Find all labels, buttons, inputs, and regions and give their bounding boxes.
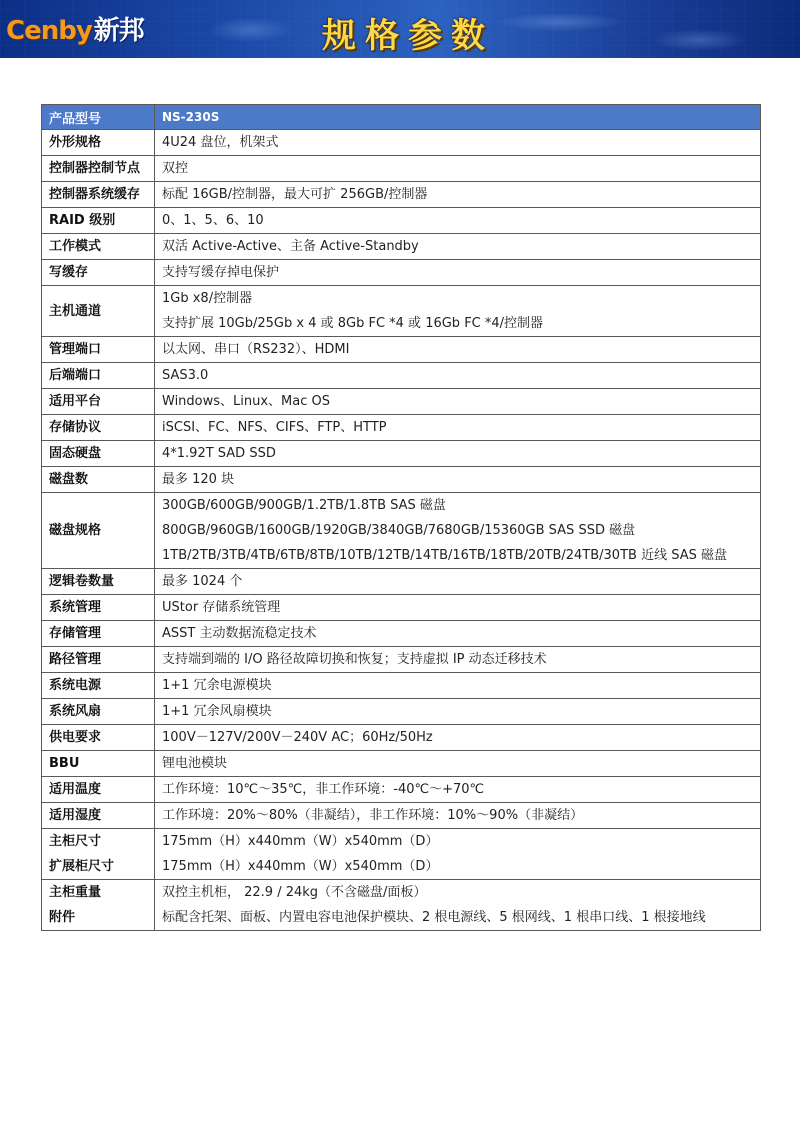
spec-row bbox=[42, 621, 761, 647]
spec-label-line: 存储协议 bbox=[49, 420, 102, 435]
spec-value bbox=[155, 803, 761, 829]
spec-row bbox=[42, 751, 761, 777]
spec-value bbox=[155, 337, 761, 363]
spec-value-line: 175mm（H）x440mm（W）x540mm（D） bbox=[162, 859, 439, 874]
spec-label-line: 适用湿度 bbox=[49, 808, 102, 823]
spec-value-line: 1TB/2TB/3TB/4TB/6TB/8TB/10TB/12TB/14TB/16TB/18TB/20TB/24TB/30TB 近线 SAS 磁盘 bbox=[162, 548, 727, 563]
spec-value-line: 双活 Active-Active、主备 Active-Standby bbox=[162, 239, 419, 254]
spec-label bbox=[42, 699, 155, 725]
spec-label-line: 磁盘数 bbox=[49, 472, 89, 487]
spec-label bbox=[42, 493, 155, 569]
brand-logo bbox=[6, 10, 144, 47]
spec-label bbox=[42, 829, 155, 880]
spec-label-line: 系统管理 bbox=[49, 600, 102, 615]
spec-label-line: 主柜重量 bbox=[49, 885, 102, 900]
page-title: 规格参数 bbox=[322, 16, 494, 56]
spec-label-line: 附件 bbox=[49, 910, 76, 925]
spec-row bbox=[42, 647, 761, 673]
spec-label bbox=[42, 182, 155, 208]
spec-table bbox=[41, 104, 761, 931]
spec-label bbox=[42, 286, 155, 337]
spec-label-line: 后端端口 bbox=[49, 368, 102, 383]
spec-value bbox=[155, 699, 761, 725]
spec-row bbox=[42, 234, 761, 260]
spec-value-line: 1+1 冗余电源模块 bbox=[162, 678, 272, 693]
spec-value bbox=[155, 363, 761, 389]
spec-value-line: UStor 存储系统管理 bbox=[162, 600, 281, 615]
spec-label bbox=[42, 415, 155, 441]
spec-row bbox=[42, 777, 761, 803]
spec-value-line: 支持写缓存掉电保护 bbox=[162, 265, 280, 280]
spec-label bbox=[42, 569, 155, 595]
spec-row bbox=[42, 441, 761, 467]
spec-row bbox=[42, 363, 761, 389]
spec-value-line: 支持端到端的 I/O 路径故障切换和恢复；支持虚拟 IP 动态迁移技术 bbox=[162, 652, 547, 667]
spec-row bbox=[42, 725, 761, 751]
spec-value-line: 1+1 冗余风扇模块 bbox=[162, 704, 272, 719]
spec-value bbox=[155, 725, 761, 751]
spec-row bbox=[42, 260, 761, 286]
spec-header-value: NS-230S bbox=[155, 105, 761, 130]
spec-label-line: 扩展柜尺寸 bbox=[49, 859, 115, 874]
spec-value-line: 双控 bbox=[162, 161, 189, 176]
spec-value bbox=[155, 286, 761, 337]
spec-label-line: 路径管理 bbox=[49, 652, 102, 667]
spec-value-line: 100V－127V/200V－240V AC；60Hz/50Hz bbox=[162, 730, 433, 745]
spec-label bbox=[42, 130, 155, 156]
spec-label-line: 控制器系统缓存 bbox=[49, 187, 141, 202]
spec-label-line: 工作模式 bbox=[49, 239, 102, 254]
spec-row bbox=[42, 415, 761, 441]
spec-value bbox=[155, 595, 761, 621]
spec-row bbox=[42, 493, 761, 569]
spec-value bbox=[155, 441, 761, 467]
brand-cn: 新邦 bbox=[93, 16, 144, 46]
spec-label-line: 外形规格 bbox=[49, 135, 102, 150]
spec-label-line: 系统电源 bbox=[49, 678, 102, 693]
spec-value bbox=[155, 777, 761, 803]
spec-value-line: 标配 16GB/控制器，最大可扩 256GB/控制器 bbox=[162, 187, 428, 202]
spec-value-line: ASST 主动数据流稳定技术 bbox=[162, 626, 317, 641]
spec-label-line: 适用平台 bbox=[49, 394, 102, 409]
spec-label bbox=[42, 725, 155, 751]
spec-label bbox=[42, 803, 155, 829]
spec-value-line: 4U24 盘位，机架式 bbox=[162, 135, 279, 150]
spec-value bbox=[155, 389, 761, 415]
spec-value bbox=[155, 234, 761, 260]
spec-row bbox=[42, 286, 761, 337]
spec-label-line: 控制器控制节点 bbox=[49, 161, 141, 176]
spec-row bbox=[42, 130, 761, 156]
spec-value bbox=[155, 829, 761, 880]
spec-value bbox=[155, 751, 761, 777]
spec-row bbox=[42, 569, 761, 595]
spec-value bbox=[155, 647, 761, 673]
spec-value-line: SAS3.0 bbox=[162, 368, 209, 383]
spec-label bbox=[42, 208, 155, 234]
spec-label bbox=[42, 467, 155, 493]
spec-label-line: 主柜尺寸 bbox=[49, 834, 102, 849]
spec-label bbox=[42, 595, 155, 621]
brand-latin: Cenby bbox=[6, 16, 92, 46]
spec-row bbox=[42, 156, 761, 182]
spec-label-line: 主机通道 bbox=[49, 303, 102, 319]
spec-label bbox=[42, 673, 155, 699]
spec-value bbox=[155, 156, 761, 182]
spec-value-line: Windows、Linux、Mac OS bbox=[162, 394, 331, 409]
spec-value-line: 800GB/960GB/1600GB/1920GB/3840GB/7680GB/15360GB SAS SSD 磁盘 bbox=[162, 523, 636, 538]
spec-row bbox=[42, 595, 761, 621]
spec-label-line: 系统风扇 bbox=[49, 704, 102, 719]
spec-value bbox=[155, 493, 761, 569]
spec-label bbox=[42, 389, 155, 415]
spec-value bbox=[155, 260, 761, 286]
spec-value-line: 最多 120 块 bbox=[162, 472, 235, 487]
spec-value bbox=[155, 208, 761, 234]
spec-value-line: iSCSI、FC、NFS、CIFS、FTP、HTTP bbox=[162, 420, 387, 435]
spec-label bbox=[42, 260, 155, 286]
spec-value-line: 标配含托架、面板、内置电容电池保护模块、2 根电源线、5 根网线、1 根串口线、1 根接地线 bbox=[162, 910, 706, 925]
spec-value bbox=[155, 130, 761, 156]
spec-value-line: 以太网、串口（RS232）、HDMI bbox=[162, 342, 350, 357]
spec-header-row bbox=[42, 105, 761, 130]
spec-label-line: 写缓存 bbox=[49, 265, 89, 280]
spec-value bbox=[155, 880, 761, 931]
spec-row bbox=[42, 208, 761, 234]
spec-value-line: 最多 1024 个 bbox=[162, 574, 243, 589]
spec-label-line: 存储管理 bbox=[49, 626, 102, 641]
spec-value-line: 双控主机柜， 22.9 / 24kg（不含磁盘/面板） bbox=[162, 885, 427, 900]
spec-value-line: 支持扩展 10Gb/25Gb x 4 或 8Gb FC *4 或 16Gb FC *4/控制器 bbox=[162, 316, 544, 331]
spec-value bbox=[155, 415, 761, 441]
header-banner bbox=[0, 0, 800, 58]
spec-value-line: 工作环境：10℃～35℃，非工作环境：-40℃～+70℃ bbox=[162, 782, 485, 797]
spec-label bbox=[42, 621, 155, 647]
spec-value-line: 300GB/600GB/900GB/1.2TB/1.8TB SAS 磁盘 bbox=[162, 498, 446, 513]
spec-value-line: 工作环境：20%～80%（非凝结），非工作环境：10%～90%（非凝结） bbox=[162, 808, 584, 823]
spec-label bbox=[42, 337, 155, 363]
spec-value-line: 1Gb x8/控制器 bbox=[162, 291, 253, 306]
spec-row bbox=[42, 829, 761, 880]
spec-label-line: 固态硬盘 bbox=[49, 446, 102, 461]
spec-value-line: 175mm（H）x440mm（W）x540mm（D） bbox=[162, 834, 439, 849]
spec-row bbox=[42, 467, 761, 493]
spec-label bbox=[42, 777, 155, 803]
spec-label bbox=[42, 363, 155, 389]
spec-label-line: BBU bbox=[49, 756, 80, 771]
spec-row bbox=[42, 337, 761, 363]
spec-value-line: 0、1、5、6、10 bbox=[162, 213, 264, 228]
spec-value bbox=[155, 621, 761, 647]
spec-row bbox=[42, 699, 761, 725]
spec-label bbox=[42, 751, 155, 777]
spec-value-line: 4*1.92T SAD SSD bbox=[162, 446, 276, 461]
spec-row bbox=[42, 880, 761, 931]
spec-row bbox=[42, 803, 761, 829]
spec-row bbox=[42, 389, 761, 415]
spec-label bbox=[42, 441, 155, 467]
spec-row bbox=[42, 673, 761, 699]
spec-label-line: RAID 级别 bbox=[49, 213, 116, 228]
spec-value bbox=[155, 673, 761, 699]
spec-label-line: 管理端口 bbox=[49, 342, 102, 357]
spec-value-line: 锂电池模块 bbox=[162, 756, 228, 771]
spec-label-line: 逻辑卷数量 bbox=[49, 574, 115, 589]
spec-label-line: 供电要求 bbox=[49, 730, 102, 745]
spec-label bbox=[42, 647, 155, 673]
spec-value bbox=[155, 182, 761, 208]
spec-label-line: 适用温度 bbox=[49, 782, 102, 797]
spec-header-label: 产品型号 bbox=[42, 105, 155, 130]
spec-label bbox=[42, 156, 155, 182]
spec-label-line: 磁盘规格 bbox=[49, 523, 102, 538]
spec-label bbox=[42, 880, 155, 931]
spec-value bbox=[155, 569, 761, 595]
spec-row bbox=[42, 182, 761, 208]
spec-value bbox=[155, 467, 761, 493]
spec-label bbox=[42, 234, 155, 260]
